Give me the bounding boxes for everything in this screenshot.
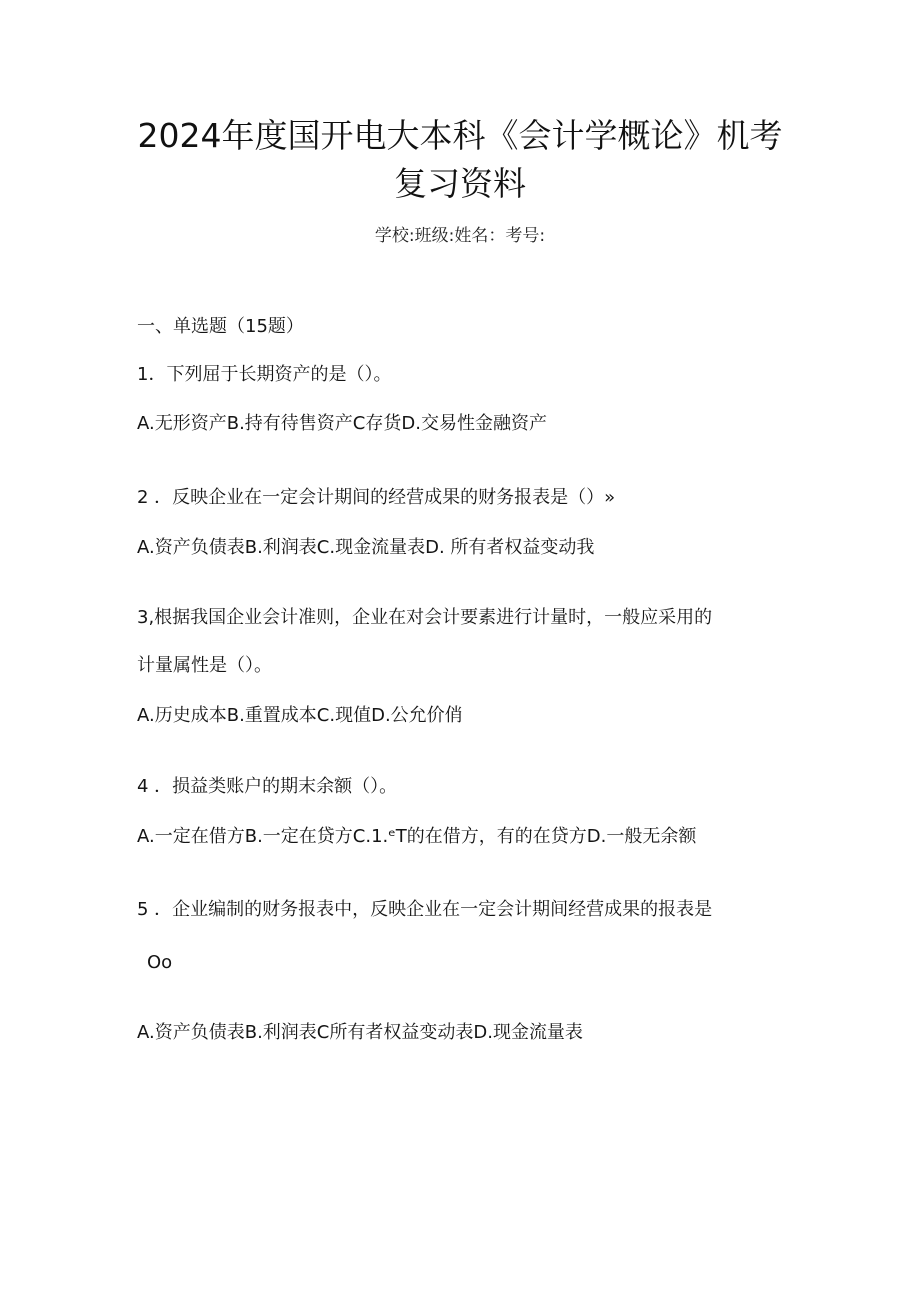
question-3-options: A.历史成本B.重置成本C.现值D.公允价俏 <box>137 705 463 726</box>
document-title-line-2: 复习资料 <box>394 164 526 203</box>
document-title-line-1: 2024年度国开电大本科《会计学概论》机考 <box>137 116 783 155</box>
question-4-options: A.一定在借方B.一定在贷方C.1.ᵉT的在借方，有的在贷方D.一般无余额 <box>137 826 697 847</box>
question-4-stem: 4 ．损益类账户的期末余额（）。 <box>137 776 398 797</box>
question-2-options: A.资产负债表B.利润表C.现金流量表D. 所有者权益变动我 <box>137 537 595 558</box>
question-5-stem-line-2: Oo <box>147 952 173 973</box>
question-5-stem-line-1: 5 ．企业编制的财务报表中，反映企业在一定会计期间经营成果的报表是 <box>137 899 713 920</box>
question-5-options: A.资产负债表B.利润表C所有者权益变动表D.现金流量表 <box>137 1022 583 1043</box>
student-info-line: 学校:班级:姓名：考号: <box>374 226 546 246</box>
question-2-stem: 2 ．反映企业在一定会计期间的经营成果的财务报表是（）» <box>137 487 616 508</box>
question-1-options: A.无形资产B.持有待售资产C存货D.交易性金融资产 <box>137 413 547 434</box>
section-heading: 一、单选题（15题） <box>137 316 304 337</box>
question-1-stem: 1．下列屈于长期资产的是（）。 <box>137 364 392 385</box>
question-3-stem-line-1: 3,根据我国企业会计准则，企业在对会计要素进行计量时，一般应采用的 <box>137 607 713 628</box>
question-3-stem-line-2: 计量属性是（）。 <box>137 655 272 676</box>
